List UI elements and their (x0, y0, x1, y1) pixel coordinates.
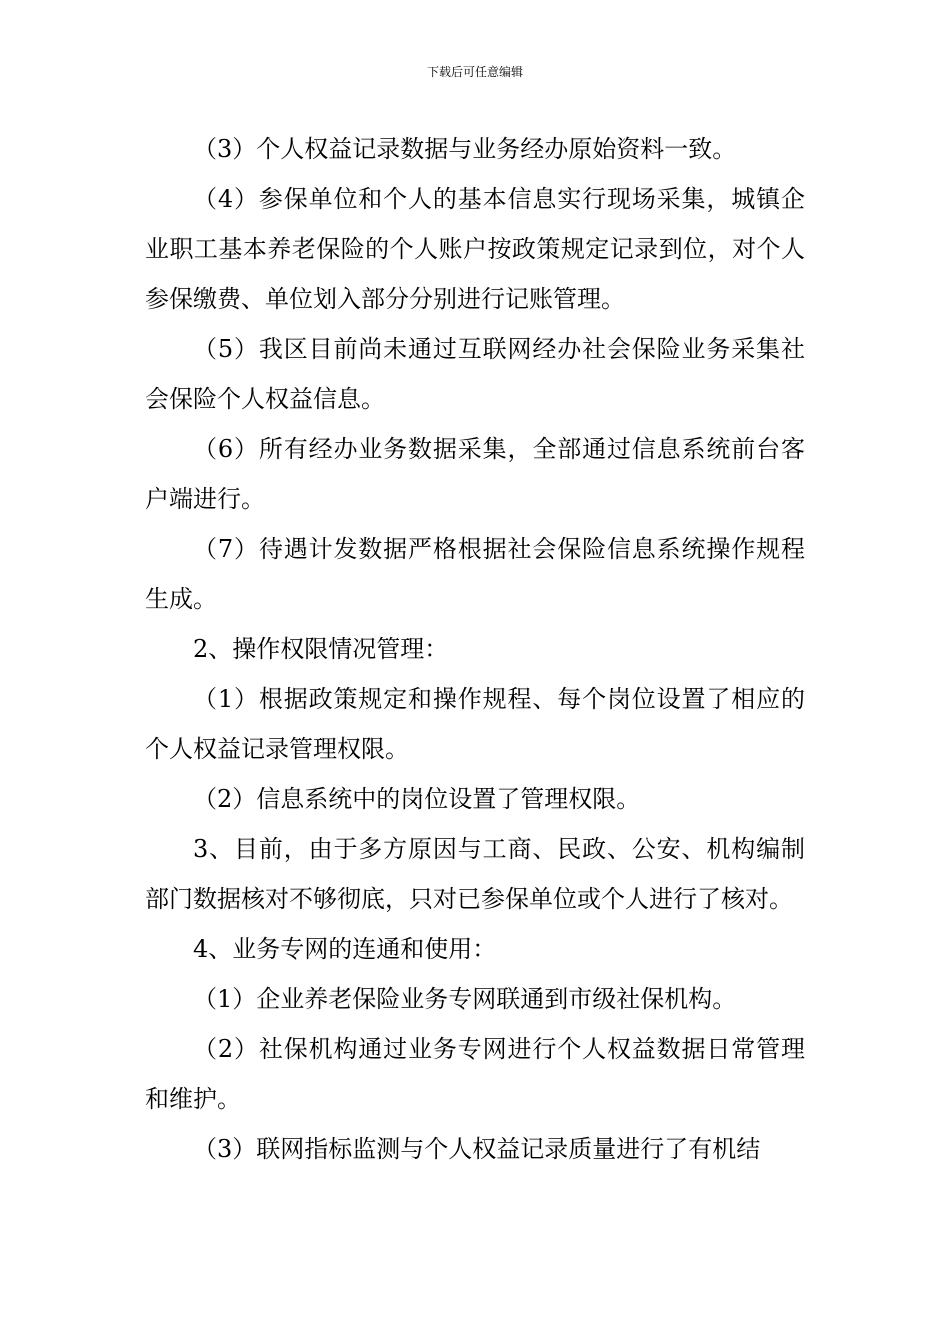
paragraph-network-2: （2）社保机构通过业务专网进行个人权益数据日常管理和维护。 (145, 1035, 805, 1113)
paragraph-network-1: （1）企业养老保险业务专网联通到市级社保机构。 (193, 985, 737, 1013)
paragraph-item-3-consistency: （3）个人权益记录数据与业务经办原始资料一致。 (193, 135, 737, 163)
document-body (145, 124, 805, 1174)
section-paragraph-data-check: 3、目前，由于多方原因与工商、民政、公安、机构编制部门数据核对不够彻底，只对已参保单位或个人进行了核对。 (145, 835, 805, 913)
paragraph-permissions-2: （2）信息系统中的岗位设置了管理权限。 (193, 785, 641, 813)
paragraph-network-3: （3）联网指标监测与个人权益记录质量进行了有机结 (193, 1135, 761, 1163)
page-header: 下载后可任意编辑 (426, 65, 523, 79)
paragraph-item-4-collection: （4）参保单位和个人的基本信息实行现场采集，城镇企业职工基本养老保险的个人账户按政策规定记录到位，对个人参保缴费、单位划入部分分别进行记账管理。 (145, 185, 805, 313)
paragraph-item-5-internet: （5）我区目前尚未通过互联网经办社会保险业务采集社会保险个人权益信息。 (145, 335, 805, 413)
paragraph-permissions-1: （1）根据政策规定和操作规程、每个岗位设置了相应的个人权益记录管理权限。 (145, 685, 805, 763)
paragraph-item-7-benefits: （7）待遇计发数据严格根据社会保险信息系统操作规程生成。 (145, 535, 805, 613)
section-heading-network: 4、业务专网的连通和使用： (193, 935, 497, 963)
paragraph-item-6-client: （6）所有经办业务数据采集，全部通过信息系统前台客户端进行。 (145, 435, 805, 513)
section-heading-permissions: 2、操作权限情况管理： (193, 635, 449, 663)
